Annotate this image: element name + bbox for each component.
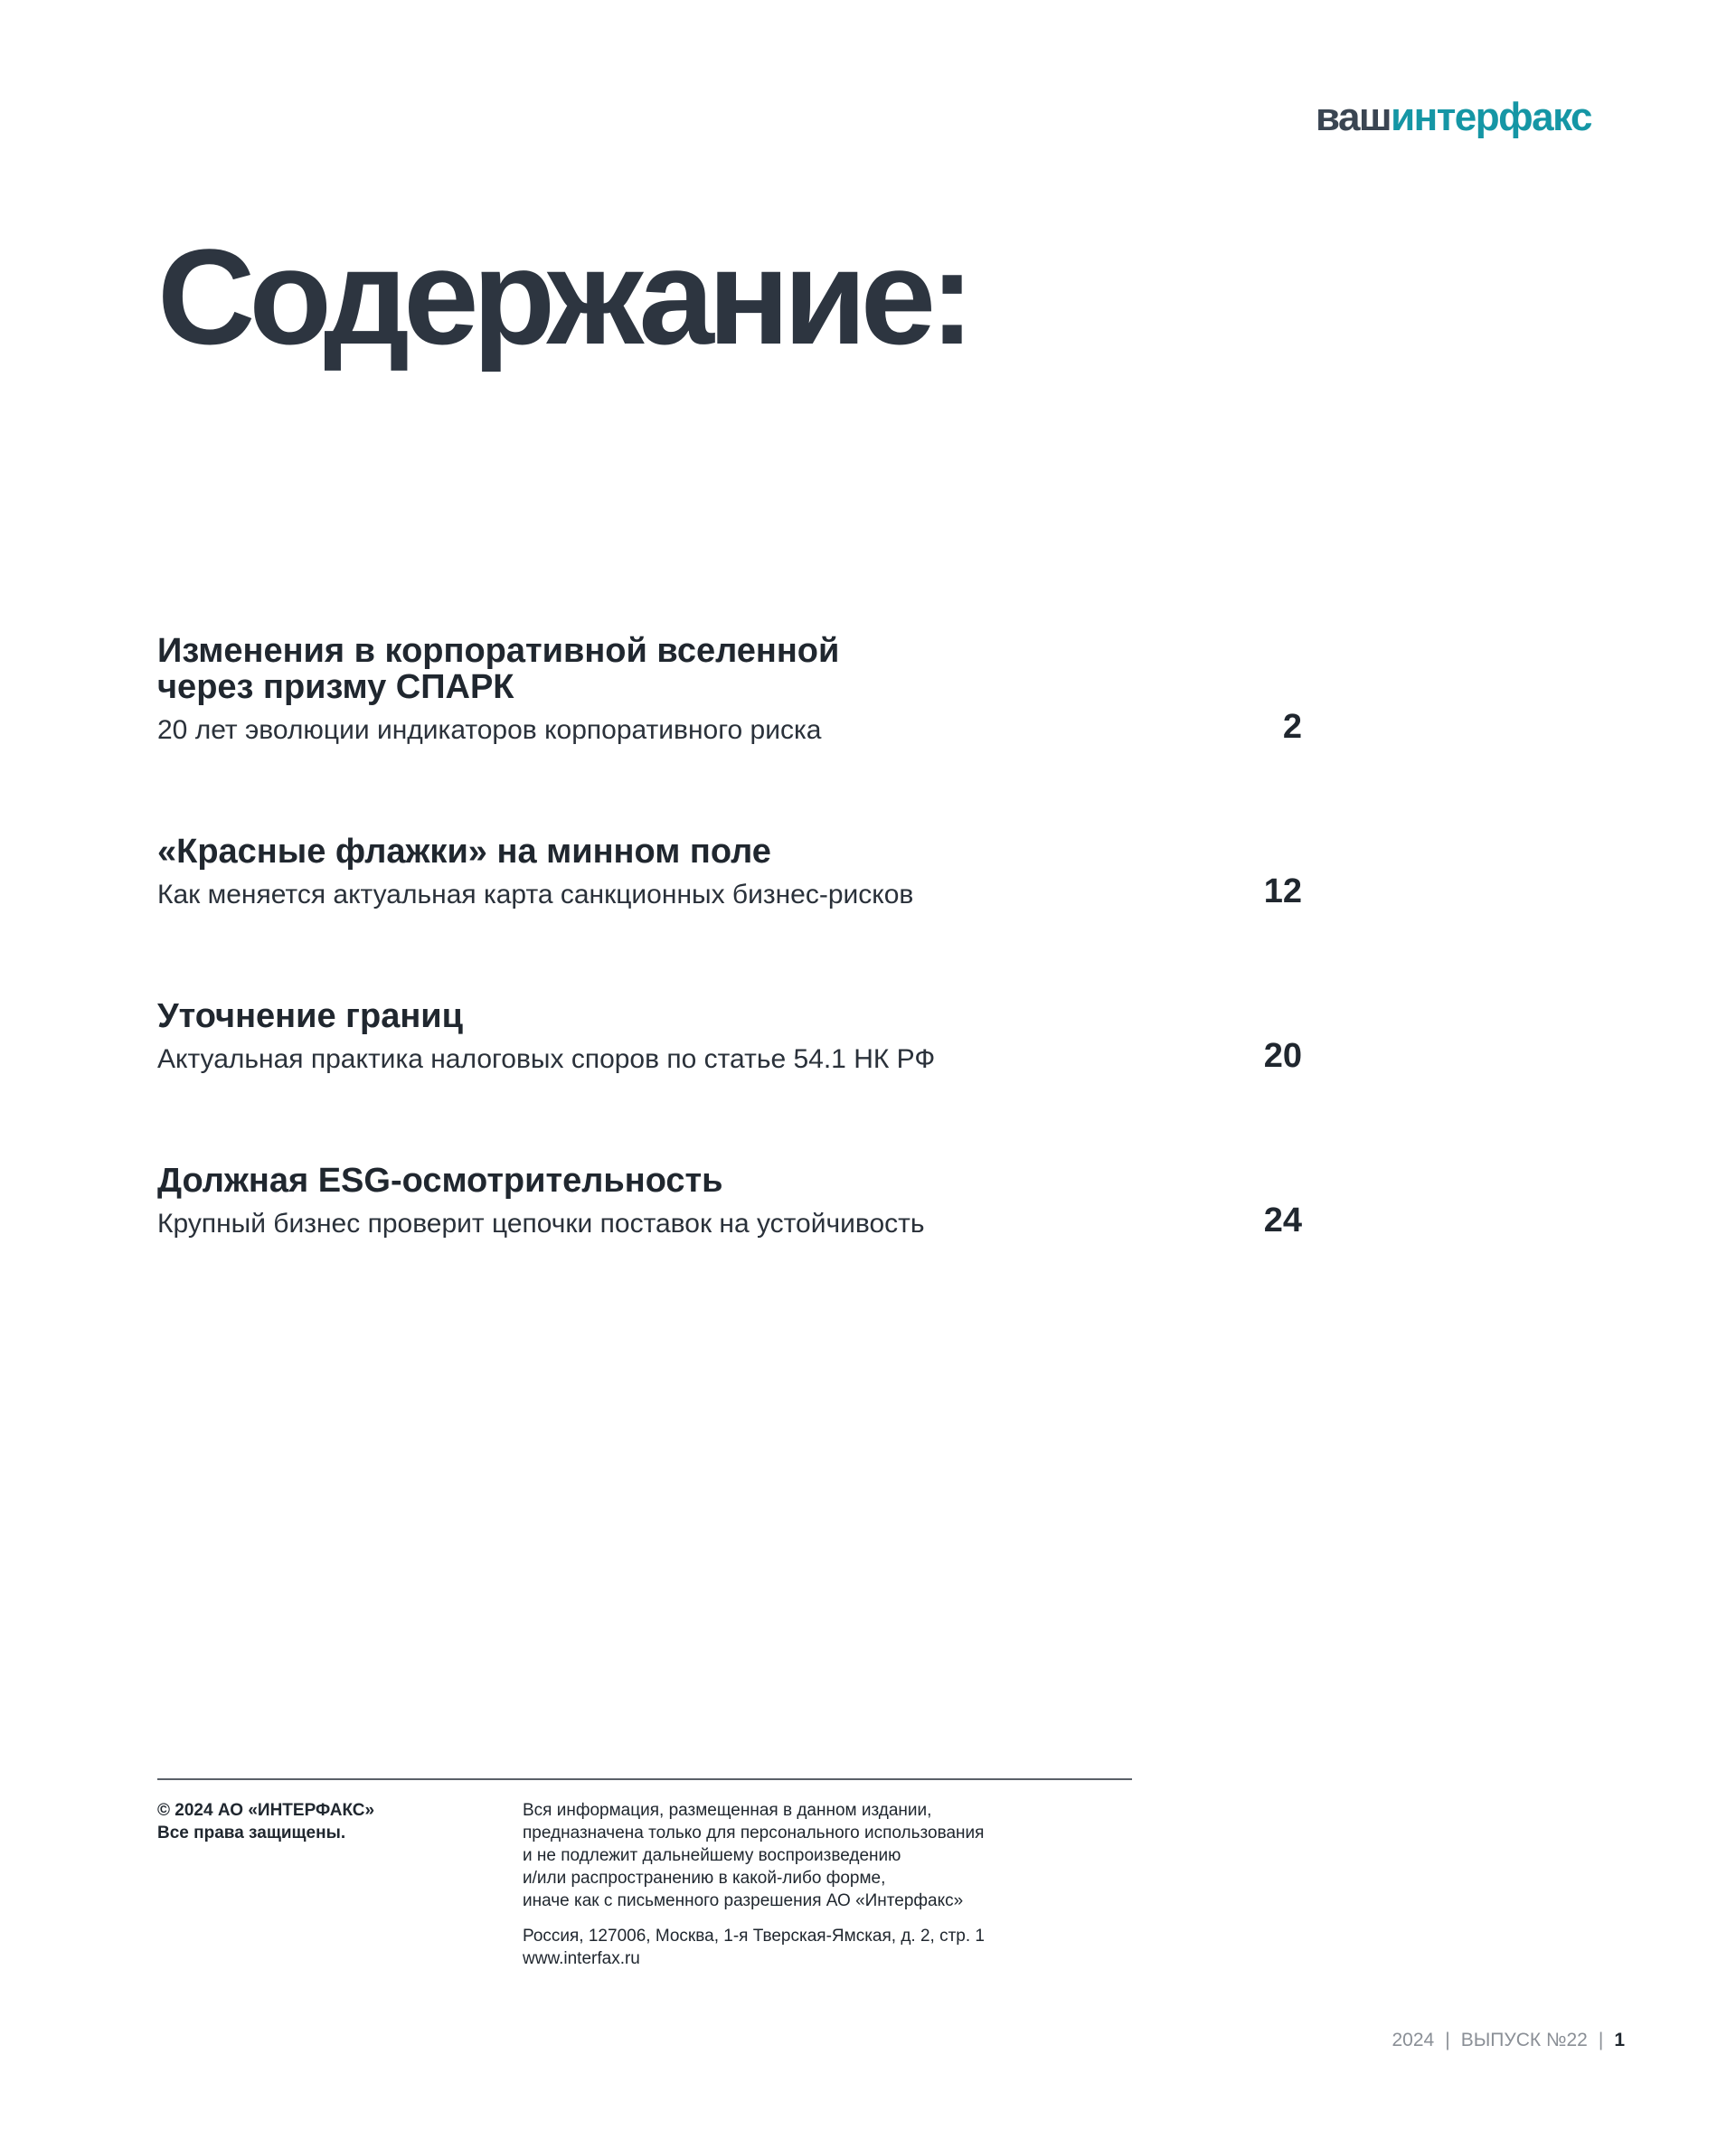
page-title: Содержание:: [157, 221, 969, 372]
website-link[interactable]: www.interfax.ru: [523, 1949, 640, 1968]
toc-entry-heading-line: Должная ESG-осмотрительность: [157, 1162, 723, 1200]
toc-entry-page-number: 2: [1282, 708, 1302, 746]
toc-entry-heading: [157, 998, 1194, 1034]
logo-part-interfax: интерфакс: [1391, 95, 1591, 139]
toc-entry-page-number: 24: [1263, 1202, 1302, 1239]
toc-entry-subtitle: Крупный бизнес проверит цепочки поставок на устойчивость: [157, 1209, 925, 1239]
separator: |: [1445, 2030, 1450, 2050]
rights-reserved-line: Все права защищены.: [157, 1824, 346, 1843]
page-footer-meta: [1392, 2030, 1626, 2051]
page-number: 1: [1614, 2030, 1625, 2050]
toc-entry-page-number: 20: [1263, 1037, 1302, 1075]
toc-entry-heading-line: «Красные флажки» на минном поле: [157, 833, 771, 871]
legal-disclaimer: [523, 1799, 985, 1970]
footer-divider: [157, 1778, 1132, 1780]
toc-entry[interactable]: [157, 834, 1302, 911]
logo-part-vash: ваш: [1315, 95, 1392, 139]
toc-entry-heading-line: через призму СПАРК: [157, 668, 514, 706]
toc-entry-heading: [157, 633, 1194, 705]
toc-entry-heading: [157, 834, 1194, 870]
toc-entry-subtitle: Как меняется актуальная карта санкционных бизнес-рисков: [157, 880, 914, 909]
issue-number: ВЫПУСК №22: [1460, 2030, 1588, 2050]
copyright-line: © 2024 АО «ИНТЕРФАКС»: [157, 1801, 375, 1820]
legal-line: и не подлежит дальнейшему воспроизведению: [523, 1846, 901, 1865]
copyright-notice: [157, 1799, 374, 1844]
issue-year: 2024: [1392, 2030, 1435, 2050]
toc-entry-page-number: 12: [1263, 872, 1302, 910]
toc-entry-heading: [157, 1163, 1194, 1199]
legal-line: Вся информация, размещенная в данном издании,: [523, 1801, 932, 1820]
toc-entry-subtitle: Актуальная практика налоговых споров по статье 54.1 НК РФ: [157, 1044, 936, 1074]
publisher-address: [523, 1925, 985, 1970]
toc-entry[interactable]: [157, 1163, 1302, 1240]
address-line: Россия, 127006, Москва, 1-я Тверская-Ямская, д. 2, стр. 1: [523, 1927, 985, 1946]
toc-entry[interactable]: [157, 633, 1302, 747]
separator: |: [1598, 2030, 1604, 2050]
legal-line: и/или распространению в какой-либо форме,: [523, 1869, 886, 1888]
toc-entry-heading-line: Уточнение границ: [157, 997, 464, 1035]
toc-entry-heading-line: Изменения в корпоративной вселенной: [157, 632, 840, 670]
legal-line: предназначена только для персонального использования: [523, 1824, 985, 1843]
interfax-logo: [1315, 95, 1591, 139]
toc-entry-subtitle: 20 лет эволюции индикаторов корпоративного риска: [157, 715, 822, 745]
legal-line: иначе как с письменного разрешения АО «Интерфакс»: [523, 1891, 964, 1910]
toc-entry[interactable]: [157, 998, 1302, 1076]
table-of-contents: [157, 633, 1302, 1240]
